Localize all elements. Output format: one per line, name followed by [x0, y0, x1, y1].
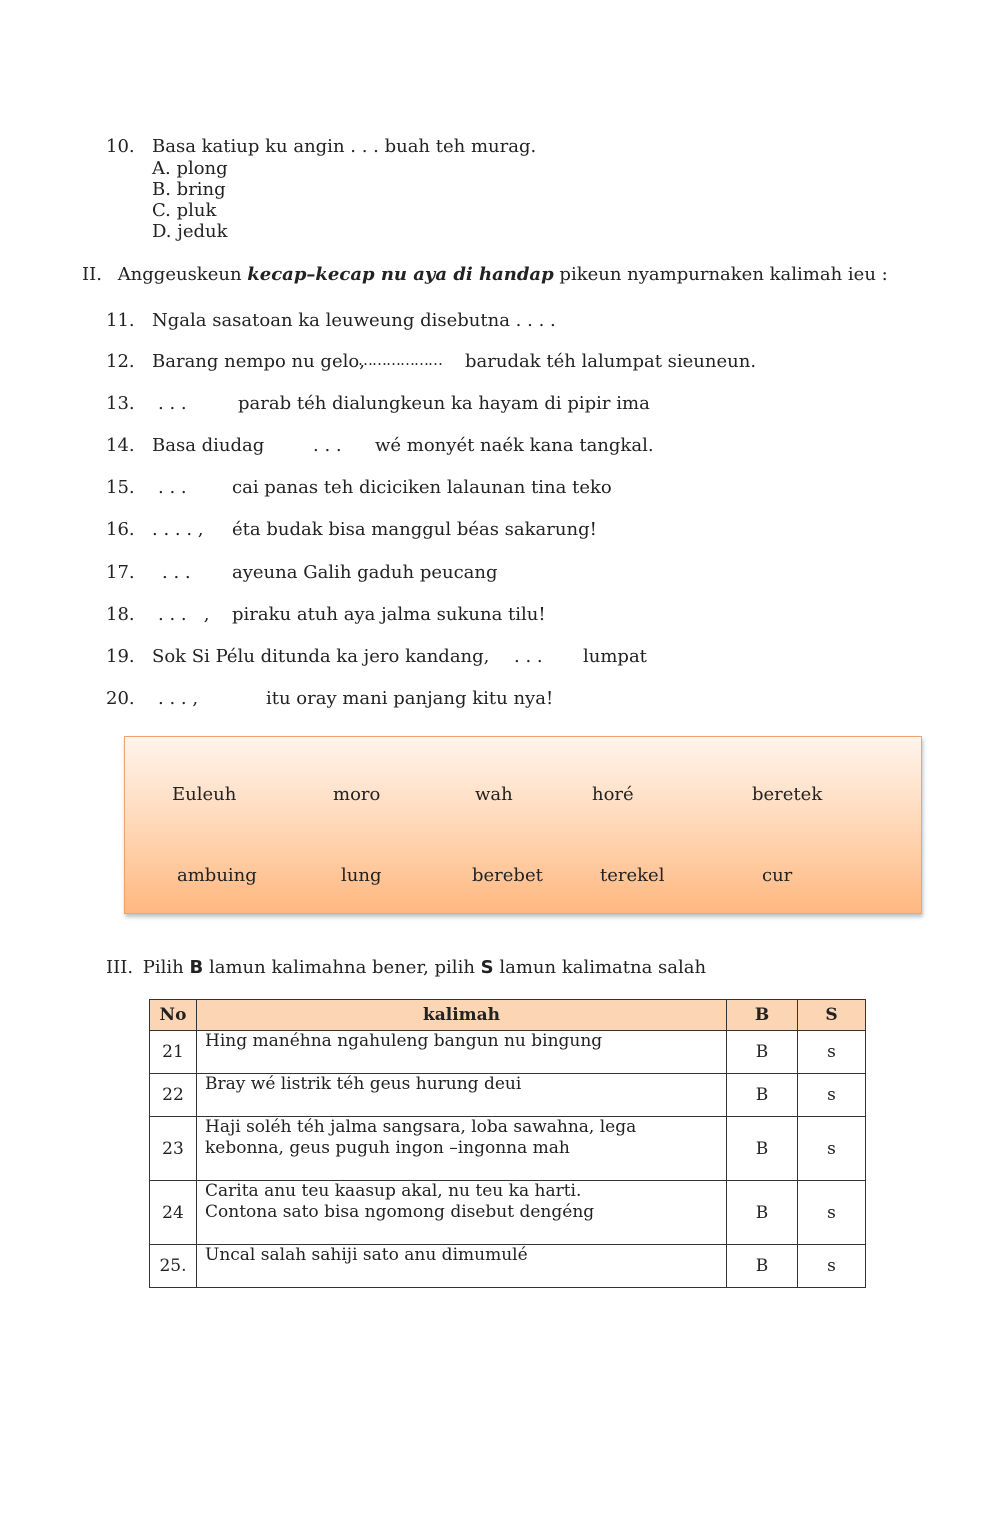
item-19-text-b: lumpat	[583, 646, 647, 667]
item-14-number: 14.	[106, 435, 135, 456]
word-berebet[interactable]: berebet	[472, 865, 543, 886]
item-12-number: 12.	[106, 351, 135, 372]
row-sentence	[197, 1074, 727, 1117]
item-18-number: 18.	[106, 604, 135, 625]
word-wah[interactable]: wah	[475, 784, 513, 805]
option-d: D. jeduk	[152, 221, 228, 242]
section-2-numeral: II.	[82, 264, 102, 285]
table-row	[150, 1074, 866, 1117]
choice-s[interactable]: s	[798, 1031, 866, 1074]
word-lung[interactable]: lung	[341, 865, 382, 886]
sentence-line: Uncal salah sahiji sato anu dimumulé	[205, 1245, 528, 1265]
row-sentence	[197, 1117, 727, 1181]
section-3-text-1: Pilih	[142, 957, 184, 978]
row-number: 24	[150, 1181, 197, 1245]
choice-b[interactable]: B	[727, 1031, 798, 1074]
choice-s[interactable]: s	[798, 1245, 866, 1288]
item-11-text: Ngala sasatoan ka leuweung disebutna . . . .	[152, 310, 556, 331]
row-number: 23	[150, 1117, 197, 1181]
item-19-blank[interactable]: . . .	[514, 646, 543, 667]
item-13-number: 13.	[106, 393, 135, 414]
row-sentence	[197, 1181, 727, 1245]
word-bank	[124, 736, 922, 914]
item-16-text: éta budak bisa manggul béas sakarung!	[232, 519, 597, 540]
choice-s[interactable]: s	[798, 1074, 866, 1117]
word-terekel[interactable]: terekel	[600, 865, 665, 886]
section-3-numeral: III.	[106, 957, 134, 978]
option-a: A. plong	[152, 158, 228, 179]
item-13-text: parab téh dialungkeun ka hayam di pipir ima	[238, 393, 650, 414]
section-2-text-after: pikeun nyampurnaken kalimah ieu :	[559, 264, 888, 285]
item-14-text-a: Basa diudag	[152, 435, 265, 456]
item-16-blank[interactable]: . . . . ,	[152, 519, 204, 540]
item-18-text: piraku atuh aya jalma sukuna tilu!	[232, 604, 546, 625]
sentence-line: Carita anu teu kaasup akal, nu teu ka harti.	[205, 1181, 582, 1201]
section-2-emphasis: kecap–kecap nu aya di handap	[247, 264, 554, 285]
header-b: B	[727, 1000, 798, 1031]
section-2-text-before: Anggeuskeun	[117, 264, 242, 285]
item-12-text-a: Barang nempo nu gelo,	[152, 351, 365, 372]
word-hore[interactable]: horé	[592, 784, 634, 805]
sentence-line: Haji soléh téh jalma sangsara, loba sawahna, lega	[205, 1117, 637, 1137]
true-false-table	[149, 999, 866, 1288]
section-3-text-3: lamun kalimatna salah	[499, 957, 707, 978]
item-11-number: 11.	[106, 310, 135, 331]
sentence-line: Contona sato bisa ngomong disebut dengéng	[205, 1202, 595, 1222]
item-17-blank[interactable]: . . .	[162, 562, 191, 583]
header-kalimah: kalimah	[197, 1000, 727, 1031]
choice-b[interactable]: B	[727, 1181, 798, 1245]
choice-b[interactable]: B	[727, 1117, 798, 1181]
table-row	[150, 1245, 866, 1288]
row-number: 21	[150, 1031, 197, 1074]
row-number: 22	[150, 1074, 197, 1117]
item-15-blank[interactable]: . . .	[158, 477, 187, 498]
sentence-line: kebonna, geus puguh ingon –ingonna mah	[205, 1138, 570, 1158]
section-3-text-2: lamun kalimahna bener, pilih	[208, 957, 475, 978]
question-10-number: 10.	[106, 136, 135, 157]
item-20-number: 20.	[106, 688, 135, 709]
table-row	[150, 1031, 866, 1074]
row-number: 25.	[150, 1245, 197, 1288]
word-moro[interactable]: moro	[333, 784, 381, 805]
word-ambuing[interactable]: ambuing	[177, 865, 257, 886]
option-c: C. pluk	[152, 200, 217, 221]
section-3-s: S	[480, 957, 494, 978]
section-2-heading	[82, 264, 888, 285]
item-19-text-a: Sok Si Pélu ditunda ka jero kandang,	[152, 646, 490, 667]
choice-s[interactable]: s	[798, 1181, 866, 1245]
item-19-number: 19.	[106, 646, 135, 667]
table-row	[150, 1181, 866, 1245]
item-12-blank[interactable]: ………………	[358, 351, 442, 369]
word-cur[interactable]: cur	[762, 865, 793, 886]
item-18-blank[interactable]: . . . ,	[158, 604, 210, 625]
header-no: No	[150, 1000, 197, 1031]
item-14-blank[interactable]: . . .	[313, 435, 342, 456]
sentence-line: Hing manéhna ngahuleng bangun nu bingung	[205, 1031, 603, 1051]
item-17-number: 17.	[106, 562, 135, 583]
table-header-row	[150, 1000, 866, 1031]
item-12-text-b: barudak téh lalumpat sieuneun.	[465, 351, 757, 372]
item-14-text-b: wé monyét naék kana tangkal.	[375, 435, 654, 456]
item-16-number: 16.	[106, 519, 135, 540]
option-b: B. bring	[152, 179, 226, 200]
item-13-blank[interactable]: . . .	[158, 393, 187, 414]
section-3-b: B	[189, 957, 204, 978]
sentence-line: Bray wé listrik téh geus hurung deui	[205, 1074, 522, 1094]
item-15-number: 15.	[106, 477, 135, 498]
header-s: S	[798, 1000, 866, 1031]
choice-s[interactable]: s	[798, 1117, 866, 1181]
choice-b[interactable]: B	[727, 1245, 798, 1288]
item-15-text: cai panas teh diciciken lalaunan tina teko	[232, 477, 612, 498]
item-20-blank[interactable]: . . . ,	[158, 688, 199, 709]
question-10-stem: Basa katiup ku angin . . . buah teh murag.	[152, 136, 537, 157]
section-3-heading	[106, 957, 706, 978]
table-row	[150, 1117, 866, 1181]
row-sentence	[197, 1245, 727, 1288]
item-17-text: ayeuna Galih gaduh peucang	[232, 562, 498, 583]
item-20-text: itu oray mani panjang kitu nya!	[266, 688, 554, 709]
word-beretek[interactable]: beretek	[752, 784, 823, 805]
row-sentence	[197, 1031, 727, 1074]
choice-b[interactable]: B	[727, 1074, 798, 1117]
word-euleuh[interactable]: Euleuh	[172, 784, 237, 805]
